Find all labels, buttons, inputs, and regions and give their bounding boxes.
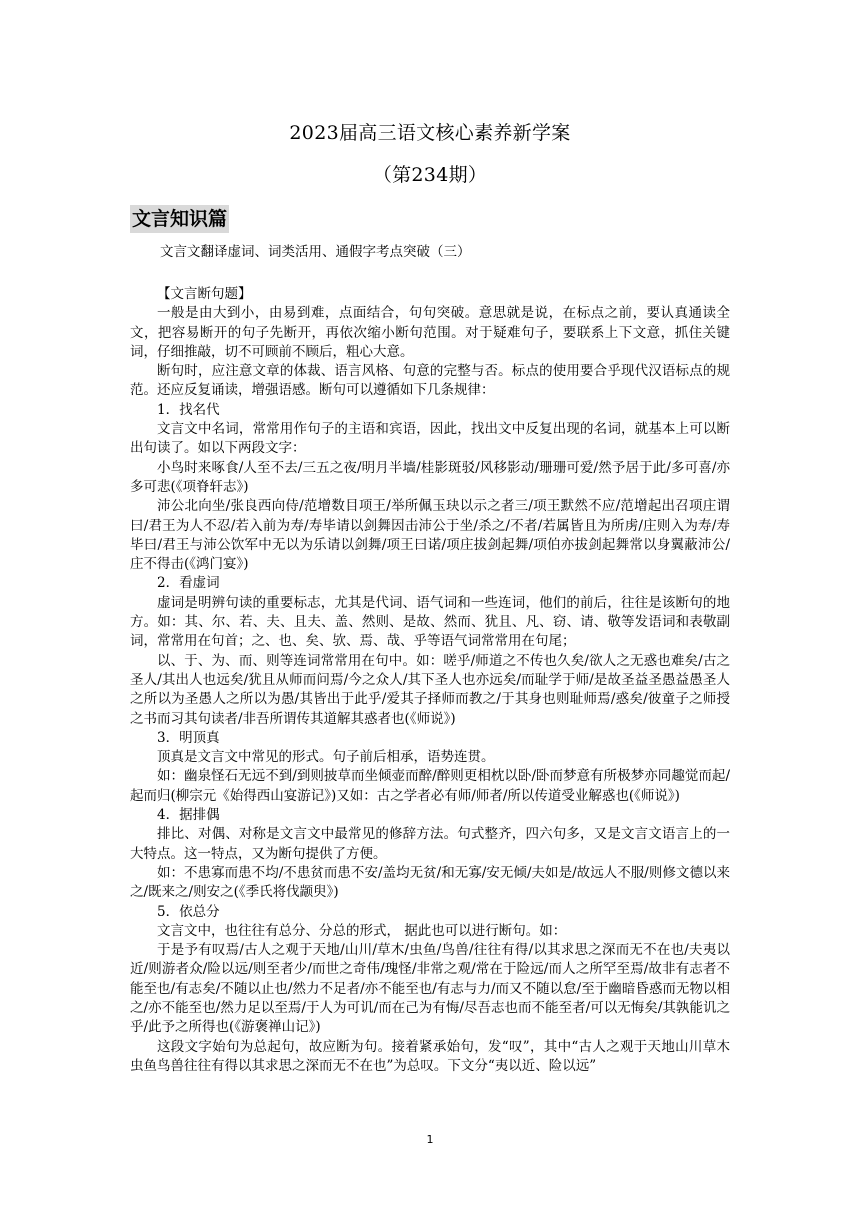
paragraph: 虚词是明辨句读的重要标志，尤其是代词、语气词和一些连词，他们的前后，往往是该断句的地方。如：其、尔、若、夫、且夫、盖、然则、是故、然而、犹且、凡、窃、请、敬等发语词和表敬副词，常常用在句首；之、也、矣、欤、焉、哉、乎等语气词常常用在句尾；: [130, 594, 730, 650]
paragraph: 【文言断句题】: [157, 286, 252, 302]
example-text: 如：幽泉怪石无远不到/到则披草而坐倾壶而醉/醉则更相枕以卧/卧而梦意有所极梦亦同趣觉而起/起而归(柳宗元《始得西山宴游记》)又如：古之学者必有师/师者/所以传道受业解惑也(《师说》): [130, 768, 730, 804]
lesson-subtitle: 文言文翻译虚词、词类活用、通假字考点突破（三）: [160, 244, 471, 260]
example-text: 沛公北向坐/张良西向侍/范增数目项王/举所佩玉玦以示之者三/项王默然不应/范增起出召项庄谓曰/君王为人不忍/若入前为寿/寿毕请以剑舞因击沛公于坐/杀之/不者/若属皆且为所虏/庄则入为寿/寿毕曰/君王与沛公饮军中无以为乐请以剑舞/项王曰诺/项庄拔剑起舞/项伯亦拔剑起舞常以身翼蔽沛公/庄不得击(《鸿门宴》): [130, 498, 730, 573]
paragraph: 一般是由大到小，由易到难，点面结合，句句突破。意思就是说，在标点之前，要认真通读全文，把容易断开的句子先断开，再依次缩小断句范围。对于疑难句子，要联系上下文意，抓住关键词，仔细推敲，切不可顾前不顾后，粗心大意。: [130, 305, 730, 360]
paragraph: 文言文中名词，常常用作句子的主语和宾语，因此，找出文中反复出现的名词，就基本上可以断出句读了。如以下两段文字：: [130, 421, 730, 457]
paragraph: 顶真是文言文中常见的形式。句子前后相承，语势连贯。: [157, 749, 495, 766]
document-title: 2023届高三语文核心素养新学案: [289, 122, 571, 144]
example-text: 小鸟时来啄食/人至不去/三五之夜/明月半墙/桂影斑驳/风移影动/珊珊可爱/然予居于此/多可喜/亦多可悲(《项脊轩志》): [130, 459, 730, 495]
list-heading: 2．看虚词: [157, 575, 220, 592]
paragraph: 排比、对偶、对称是文言文中最常见的修辞方法。句式整齐，四六句多，又是文言文语言上的一大特点。这一特点，又为断句提供了方便。: [130, 826, 730, 862]
paragraph: 文言文中，也往往有总分、分总的形式， 据此也可以进行断句。如：: [157, 922, 567, 939]
example-text: 于是予有叹焉/古人之观于天地/山川/草木/虫鱼/鸟兽/往往有得/以其求思之深而无不在也/夫夷以近/则游者众/险以远/则至者少/而世之奇伟/瑰怪/非常之观/常在于险远/而人之所罕至焉/故非有志者不能至也/有志矣/不随以止也/然力不足者/亦不能至也/有志与力/而又不随以怠/至于幽暗昏惑而无物以相之/亦不能至也/然力足以至焉/于人为可讥/而在己为有悔/尽吾志也而不能至者/可以无悔矣/其孰能讥之乎/此予之所得也(《游褒禅山记》): [130, 942, 730, 1036]
example-text: 以、于、为、而、则等连词常常用在句中。如：嗟乎/师道之不传也久矣/欲人之无惑也难矣/古之圣人/其出人也远矣/犹且从师而问焉/今之众人/其下圣人也亦远矣/而耻学于师/是故圣益圣愚益愚圣人之所以为圣愚人之所以为愚/其皆出于此乎/爱其子择师而教之/于其身也则耻师焉/惑矣/彼童子之师授之书而习其句读者/非吾所谓传其道解其惑者也(《师说》): [130, 652, 730, 727]
page-number: 1: [426, 1133, 434, 1146]
list-heading: 1．找名代: [157, 401, 220, 418]
issue-number: （第234期）: [372, 164, 488, 186]
list-heading: 4．据排偶: [157, 807, 220, 824]
paragraph: 断句时，应注意文章的体裁、语言风格、句意的完整与否。标点的使用要合乎现代汉语标点的规范。还应反复诵读，增强语感。断句可以遵循如下几条规律：: [130, 363, 730, 399]
document-body: [130, 285, 730, 1076]
paragraph: 这段文字始句为总起句，故应断为句。接着紧承始句，发“叹”，其中“古人之观于天地山川草木虫鱼鸟兽往往有得以其求思之深而无不在也”为总叹。下文分“夷以近、险以远”: [130, 1038, 730, 1074]
section-heading: 文言知识篇: [130, 205, 229, 233]
list-heading: 5．依总分: [157, 903, 220, 920]
list-heading: 3．明顶真: [157, 729, 220, 746]
example-text: 如：不患寡而患不均/不患贫而患不安/盖均无贫/和无寡/安无倾/夫如是/故远人不服/则修文德以来之/既来之/则安之(《季氏将伐颛臾》): [130, 864, 730, 901]
